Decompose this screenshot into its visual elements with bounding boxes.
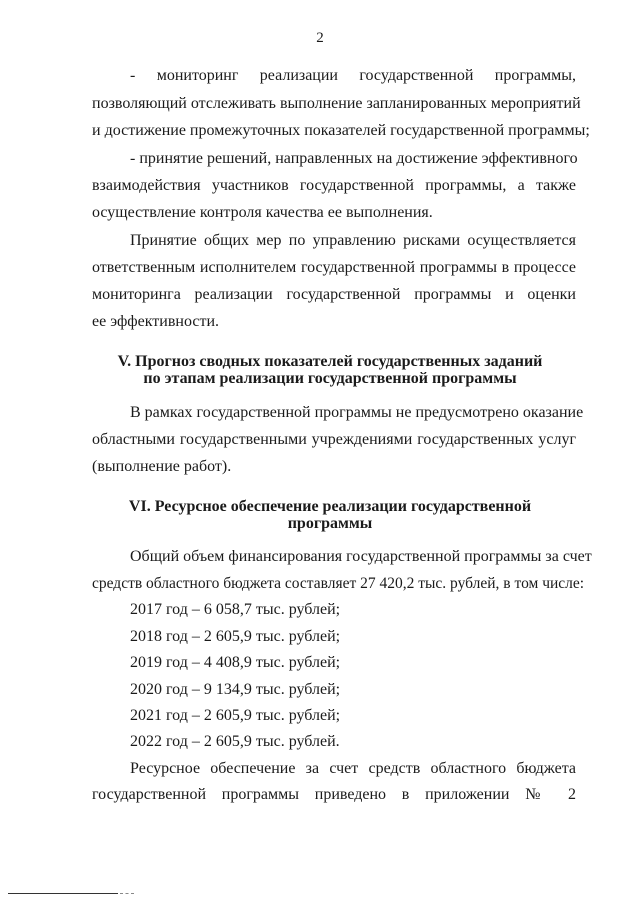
paragraph-line: государственной программы приведено в приложении № 2 xyxy=(92,786,576,803)
section-heading: по этапам реализации государственной программы xyxy=(143,370,517,387)
section-heading: программы xyxy=(287,515,373,532)
list-item: 2020 год – 9 134,9 тыс. рублей; xyxy=(130,681,341,698)
paragraph-line: позволяющий отслеживать выполнение запланированных мероприятий xyxy=(92,95,581,112)
paragraph-line: (выполнение работ). xyxy=(92,458,232,475)
section-heading: VI. Ресурсное обеспечение реализации государственной xyxy=(128,498,532,515)
paragraph-line: Принятие общих мер по управлению рисками осуществляется xyxy=(130,232,576,249)
paragraph-line: Общий объем финансирования государственной программы за счет xyxy=(130,548,592,565)
paragraph-line: областными государственными учреждениями государственных услуг xyxy=(92,431,576,448)
paragraph-line: мониторинга реализации государственной программы и оценки xyxy=(92,286,576,303)
paragraph-line: Ресурсное обеспечение за счет средств областного бюджета xyxy=(130,760,576,777)
list-item: 2021 год – 2 605,9 тыс. рублей; xyxy=(130,707,341,724)
list-item: 2019 год – 4 408,9 тыс. рублей; xyxy=(130,654,341,671)
paragraph-line: взаимодействия участников государственной программы, а также xyxy=(92,177,576,194)
paragraph-line: и достижение промежуточных показателей государственной программы; xyxy=(92,122,590,139)
list-item: 2017 год – 6 058,7 тыс. рублей; xyxy=(130,601,341,618)
paragraph-line: ответственным исполнителем государственной программы в процессе xyxy=(92,259,576,276)
paragraph-line: - принятие решений, направленных на достижение эффективного xyxy=(130,150,578,167)
list-item: 2022 год – 2 605,9 тыс. рублей. xyxy=(130,733,340,750)
paragraph-line: В рамках государственной программы не предусмотрено оказание xyxy=(130,404,584,421)
paragraph-line: ее эффективности. xyxy=(92,313,220,330)
footer-rule-dashed xyxy=(120,893,134,894)
paragraph-line: - мониторинг реализации государственной программы, xyxy=(130,67,576,84)
paragraph-line: осуществление контроля качества ее выполнения. xyxy=(92,204,433,221)
paragraph-line: средств областного бюджета составляет 27 420,2 тыс. рублей, в том числе: xyxy=(92,575,585,592)
page-number: 2 xyxy=(316,30,324,46)
list-item: 2018 год – 2 605,9 тыс. рублей; xyxy=(130,628,341,645)
section-heading: V. Прогноз сводных показателей государственных заданий xyxy=(117,353,543,370)
footer-rule xyxy=(8,893,118,894)
